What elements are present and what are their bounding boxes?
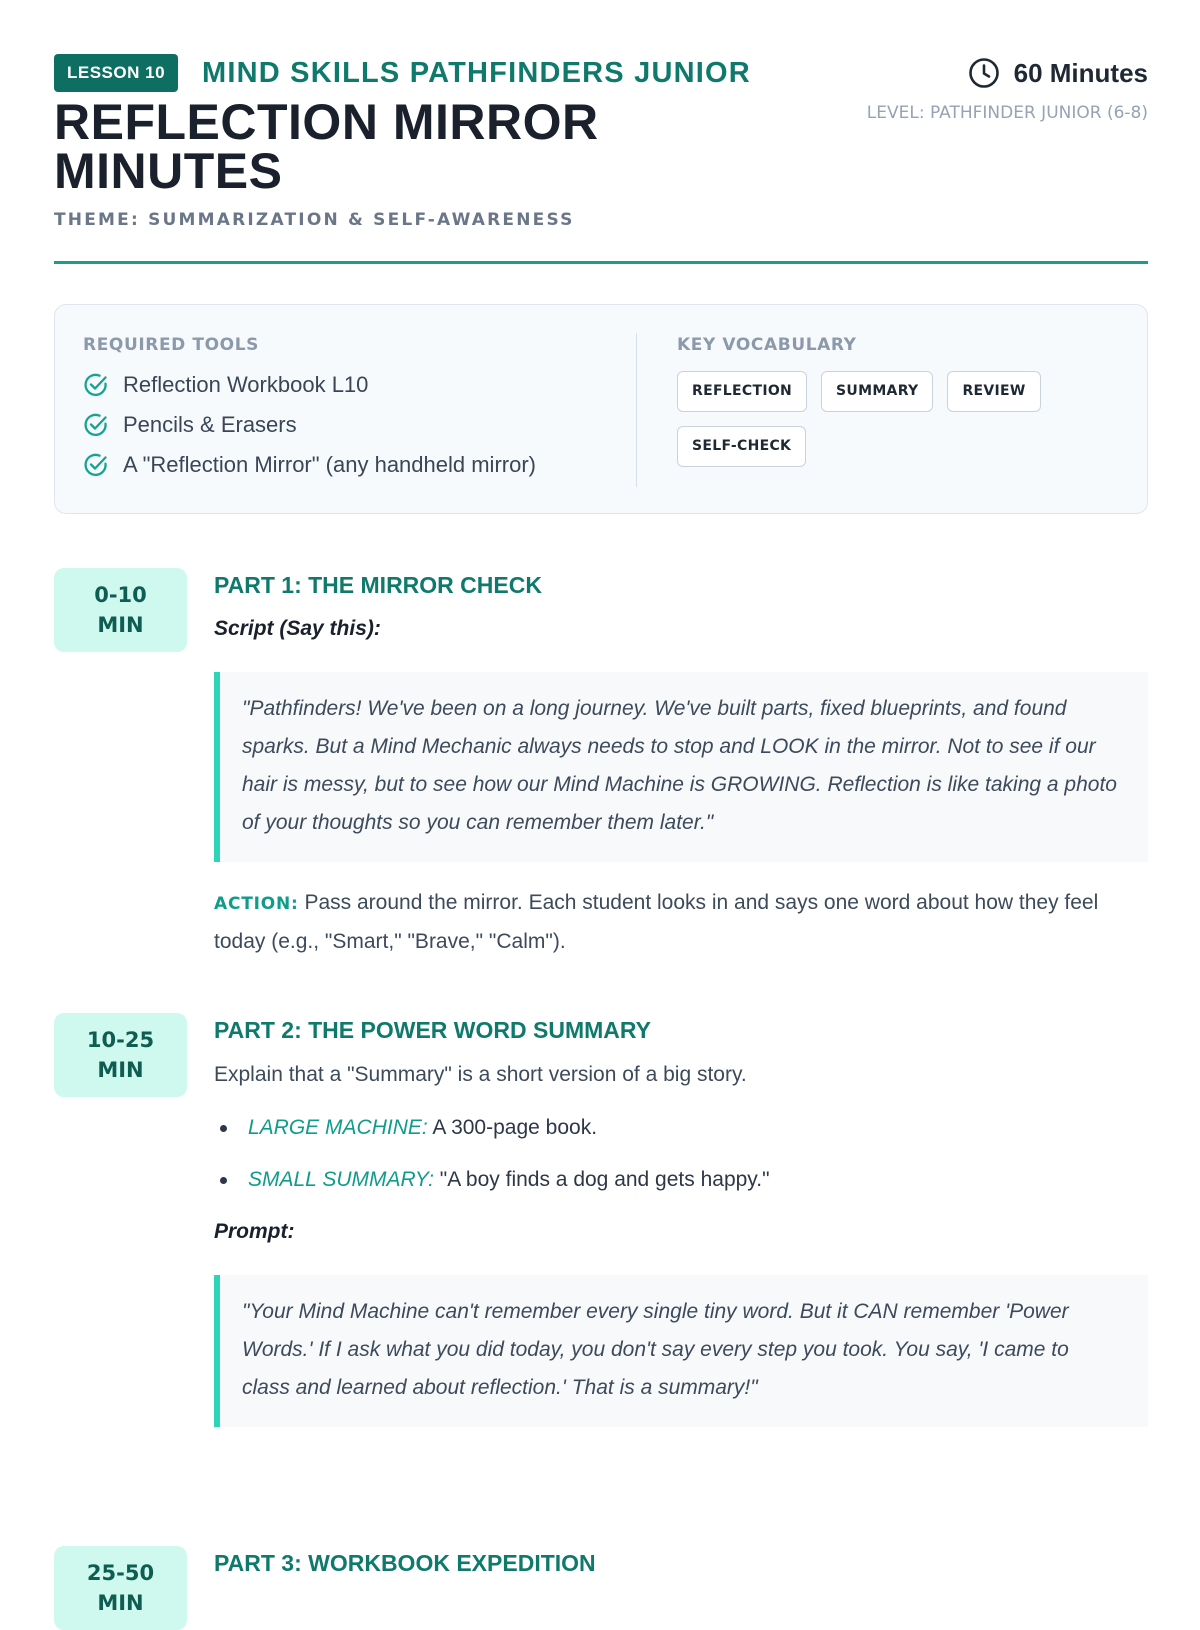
lesson-level: LEVEL: PATHFINDER JUNIOR (6-8) <box>866 103 1148 123</box>
vocab-tag: SUMMARY <box>821 371 933 412</box>
section-title: PART 3: WORKBOOK EXPEDITION <box>214 1550 596 1576</box>
key-vocabulary-label: KEY VOCABULARY <box>677 335 857 355</box>
vocab-tag: REVIEW <box>947 371 1040 412</box>
time-range: 10-25 <box>86 1028 155 1052</box>
page-title-line-2: MINUTES <box>54 143 283 199</box>
duration-text: 60 Minutes <box>1013 57 1148 88</box>
required-tools-label: REQUIRED TOOLS <box>83 335 259 355</box>
list-item <box>83 445 623 485</box>
lesson-badge: LESSON 10 <box>54 54 178 92</box>
action-text <box>214 884 1148 961</box>
time-unit: MIN <box>97 613 144 637</box>
list-item <box>83 365 623 405</box>
bullet-list <box>214 1113 1148 1195</box>
lesson-duration <box>968 54 1148 92</box>
list-item <box>83 405 623 445</box>
time-unit: MIN <box>97 1591 144 1615</box>
time-badge <box>54 1013 187 1097</box>
time-unit: MIN <box>97 1058 144 1082</box>
list-item <box>220 1113 1148 1143</box>
bullet-text: A 300-page book. <box>432 1116 598 1139</box>
vocab-tag: SELF-CHECK <box>677 426 806 467</box>
section-title: PART 1: THE MIRROR CHECK <box>214 572 542 598</box>
vocab-tag: REFLECTION <box>677 371 807 412</box>
bullet-key: LARGE MACHINE: <box>248 1116 428 1139</box>
prompt-label: Prompt: <box>214 1220 295 1243</box>
card-divider <box>636 333 637 487</box>
tool-label: Pencils & Erasers <box>123 412 297 437</box>
required-tools <box>83 333 623 485</box>
check-circle-icon <box>83 452 109 478</box>
section-content <box>214 1013 1148 1427</box>
time-range: 0-10 <box>94 583 147 607</box>
time-range: 25-50 <box>86 1561 155 1585</box>
page-title <box>54 94 814 199</box>
page-title-line-1: REFLECTION MIRROR <box>54 94 599 150</box>
list-item <box>220 1165 1148 1195</box>
prompt-quote: "Your Mind Machine can't remember every single tiny word. But it CAN remember 'Power Words.' If I ask what you did today, you don't say every step you took. You say, 'I came to class and learned about reflection.' That is a summary!" <box>214 1275 1148 1427</box>
time-badge <box>54 1546 187 1630</box>
bullet-text: "A boy finds a dog and gets happy." <box>439 1168 770 1191</box>
check-circle-icon <box>83 372 109 398</box>
action-label: ACTION: <box>214 894 299 914</box>
lesson-theme: THEME: SUMMARIZATION & SELF-AWARENESS <box>54 210 575 230</box>
lesson-page <box>54 0 1148 1615</box>
script-label: Script (Say this): <box>214 617 381 640</box>
script-quote: "Pathfinders! We've been on a long journey. We've built parts, fixed blueprints, and found sparks. But a Mind Mechanic always needs to stop and LOOK in the mirror. Not to see if our hair is messy, but to see how our Mind Machine is GROWING. Reflection is like taking a photo of your thoughts so you can remember them later." <box>214 672 1148 862</box>
check-circle-icon <box>83 412 109 438</box>
series-title: MIND SKILLS PATHFINDERS JUNIOR <box>202 57 751 89</box>
bullet-key: SMALL SUMMARY: <box>248 1168 434 1191</box>
time-badge <box>54 568 187 652</box>
section-content <box>214 568 1148 961</box>
lesson-header <box>54 54 1148 264</box>
key-vocabulary <box>677 333 1117 467</box>
tool-list <box>83 365 623 485</box>
clock-icon <box>968 57 1000 89</box>
tool-label: A "Reflection Mirror" (any handheld mirror) <box>123 452 536 477</box>
tool-label: Reflection Workbook L10 <box>123 372 369 397</box>
section-content <box>214 1546 1148 1580</box>
tools-vocab-card <box>54 304 1148 514</box>
vocab-tags <box>677 371 1077 467</box>
section-intro: Explain that a "Summary" is a short version of a big story. <box>214 1063 747 1086</box>
action-body: Pass around the mirror. Each student looks in and says one word about how they feel today (e.g., "Smart," "Brave," "Calm"). <box>214 891 1099 953</box>
section-title: PART 2: THE POWER WORD SUMMARY <box>214 1017 651 1043</box>
